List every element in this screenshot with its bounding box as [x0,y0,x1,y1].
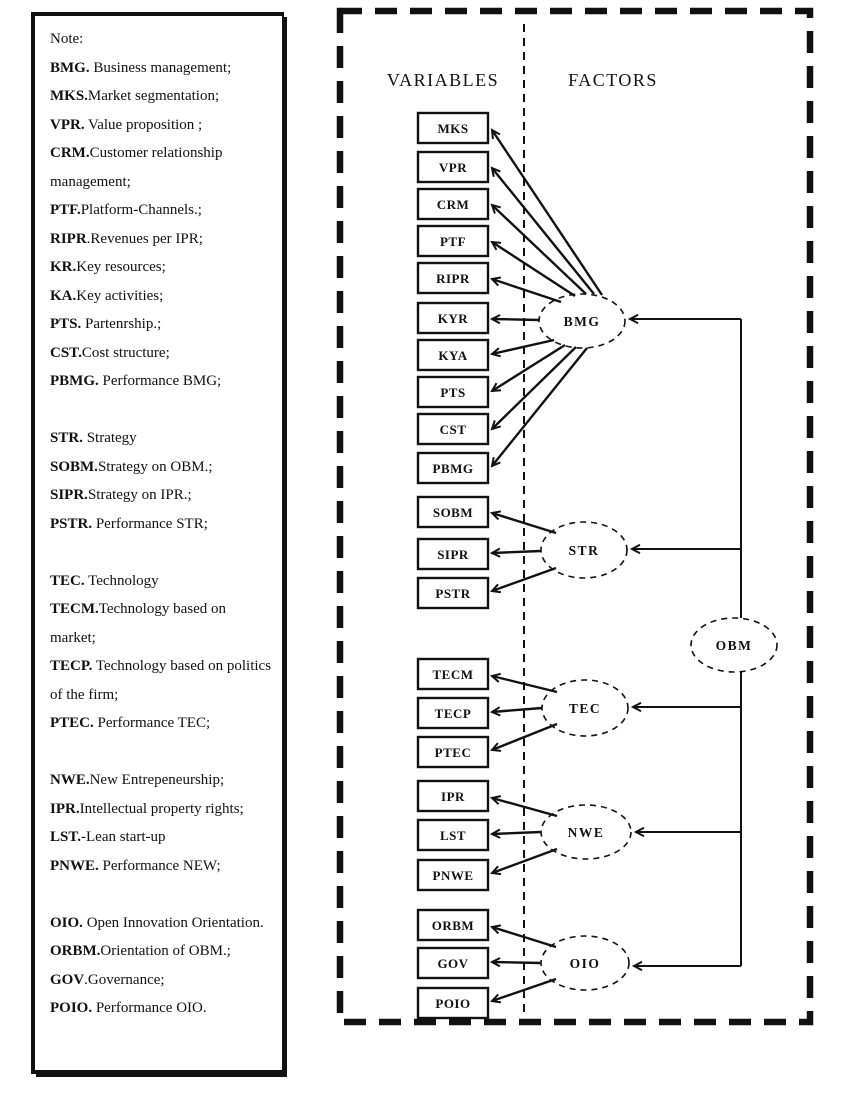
variable-label: GOV [437,956,469,971]
note-abbr: PTF. [50,202,81,218]
note-abbr: TECM. [50,601,99,617]
variable-label: KYR [437,311,469,326]
note-abbr: SOBM. [50,458,98,475]
variable-label: PSTR [435,586,471,601]
factors-header: FACTORS [568,70,658,90]
factor-label: STR [568,543,600,558]
variable-label: SIPR [437,547,469,562]
note-text: .Revenues per IPR; [86,230,203,247]
arrow-bmg-kyr [492,319,539,320]
variable-label: SOBM [432,505,474,520]
variable-label: PTS [440,385,466,400]
note-text: Value proposition ; [84,116,203,133]
note-text: Key resources; [76,259,166,275]
note-text: Performance BMG; [98,373,222,389]
tec-variable-boxes [418,659,488,767]
arrow-tec-tecp [492,708,542,712]
note-abbr: SIPR. [50,487,88,503]
variable-label: KYA [438,348,468,363]
variable-label: PTEC [434,745,472,760]
note-text: Cost structure; [81,344,170,361]
factor-label: OIO [569,956,601,971]
note-text: Performance STR; [92,515,208,532]
variable-label: CRM [436,197,470,212]
variable-label: IPR [441,789,465,804]
note-text: Performance TEC; [93,715,211,731]
note-abbr: NWE. [50,772,90,788]
note-abbr: VPR. [50,116,85,133]
arrow-str-sipr [492,551,541,553]
factor-label: BMG [563,314,601,329]
note-text: Technology [84,572,159,589]
variable-label: LST [439,828,467,843]
note-abbr: PSTR. [50,515,93,532]
note-abbr: PTEC. [50,715,94,731]
note-abbr: IPR. [50,800,80,817]
variable-label: MKS [437,121,469,136]
arrow-bmg-ptf [492,242,575,296]
diagram-border [340,11,810,1022]
note-abbr: RIPR [50,230,87,247]
note-abbr: OIO. [50,914,83,931]
note-title: Note: [50,31,84,47]
note-text: Business management; [89,59,232,76]
note-abbr: CST. [50,344,82,361]
note-text: New Entrepeneurship; [89,772,225,788]
variable-label: TECP [434,706,472,721]
note-abbr: KA. [50,287,77,304]
variable-label: PTF [439,234,467,249]
note-text: Performance NEW; [98,857,221,874]
note-text: Technology based on politics of the firm; [50,658,272,703]
arrow-oio-gov [492,962,541,963]
note-text: Partenrship.; [81,316,162,332]
note-text: Market segmentation; [87,88,220,104]
factor-label: TEC [568,701,602,716]
arrow-bmg-ripr [492,279,561,302]
note-abbr: KR. [50,259,77,275]
note-text: Strategy on OBM.; [97,458,213,475]
note-abbr: BMG. [50,59,90,76]
variable-label: ORBM [431,918,475,933]
note-text: Customer relationship management; [50,145,223,190]
note-text: Performance OIO. [92,1000,207,1016]
note-abbr: PBMG. [50,373,99,389]
note-abbr: GOV [50,971,85,988]
arrow-bmg-cst [492,347,576,429]
note-abbr: MKS. [50,88,88,104]
note-abbr: PNWE. [50,857,99,874]
nwe-variable-boxes [418,781,488,890]
note-abbr: PTS. [50,316,82,332]
factor-label: NWE [567,825,605,840]
note-text: .Governance; [84,971,165,988]
note-abbr: TECP. [50,658,93,674]
note-abbr: CRM. [50,145,90,161]
hub-label: OBM [715,638,753,653]
variable-label: CST [439,422,467,437]
variable-label: PBMG [432,461,474,476]
note-text: Platform-Channels.; [80,202,202,218]
arrow-oio-orbm [492,927,556,947]
variable-label: TECM [432,667,474,682]
variable-label: RIPR [436,271,470,286]
note-abbr: POIO. [50,1000,93,1016]
note-text: Key activities; [76,287,164,304]
arrow-bmg-pbmg [492,348,587,466]
note-text: Open Innovation Orientation. [82,914,264,931]
arrow-bmg-mks [492,130,602,295]
arrow-nwe-lst [492,832,541,834]
variable-label: VPR [438,160,468,175]
note-text: -Lean start-up [81,829,166,845]
note-text: Strategy [82,430,137,446]
note-text: Technology based on market; [50,601,227,646]
note-abbr: ORBM. [50,943,101,959]
bmg-variable-boxes [418,113,488,483]
note-abbr: STR. [50,430,83,446]
note-text: Orientation of OBM.; [100,943,231,959]
note-abbr: TEC. [50,572,85,589]
note-text: Strategy on IPR.; [87,487,192,503]
note-text: Intellectual property rights; [79,800,244,817]
str-variable-boxes [418,497,488,608]
variable-label: POIO [435,996,471,1011]
variable-label: PNWE [432,868,474,883]
oio-variable-boxes [418,910,488,1018]
note-abbr: LST. [50,829,81,845]
variables-header: VARIABLES [386,70,500,90]
